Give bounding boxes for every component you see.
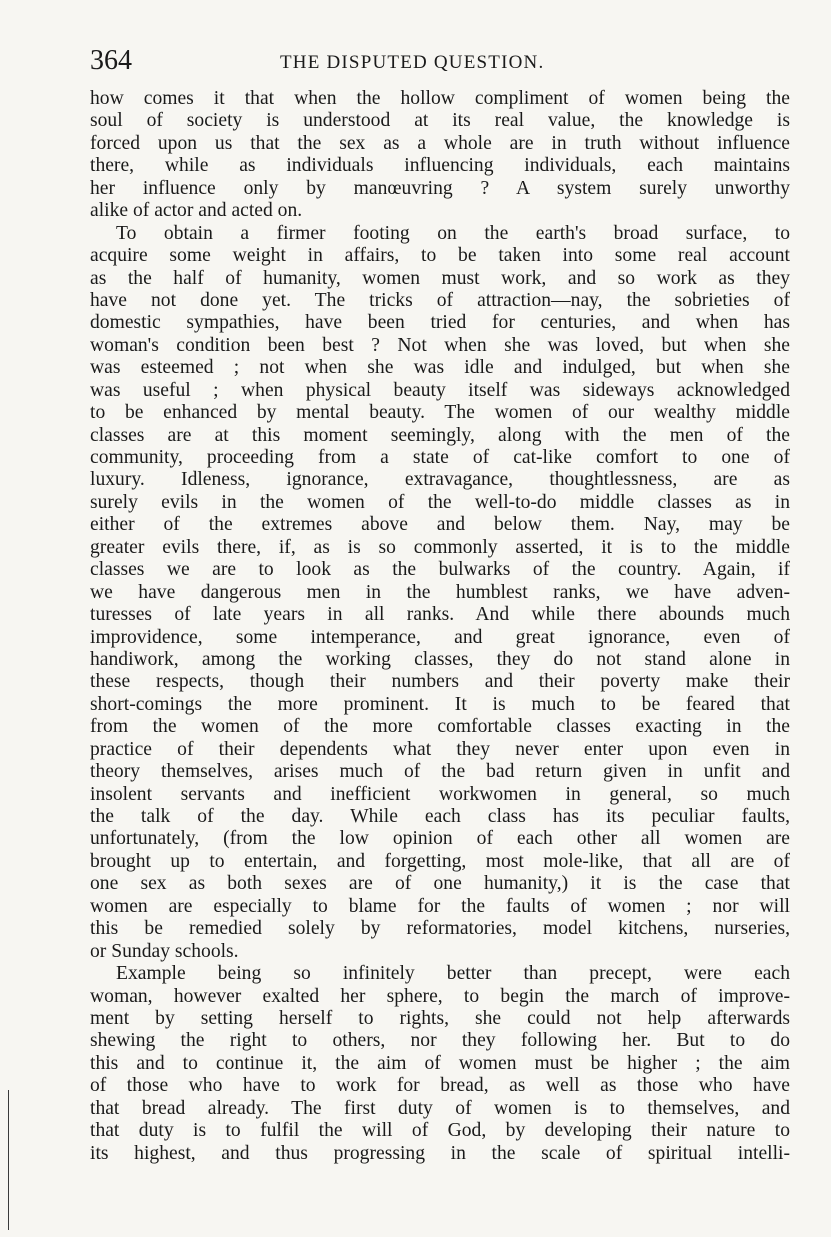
text-line: classes we are to look as the bulwarks of the country. Again, if	[90, 559, 790, 581]
text-line: how comes it that when the hollow compliment of women being the	[90, 88, 790, 109]
text-line: domestic sympathies, have been tried for centuries, and when has	[90, 312, 790, 334]
text-line: woman, however exalted her sphere, to begin the march of improve-	[90, 985, 790, 1007]
text-line: acquire some weight in affairs, to be taken into some real account	[90, 245, 790, 267]
text-line: was esteemed ; not when she was idle and indulged, but when she	[90, 357, 790, 379]
text-line: this and to continue it, the aim of women must be higher ; the aim	[90, 1052, 790, 1074]
text-line: Example being so infinitely better than precept, were each	[116, 963, 790, 985]
text-line: surely evils in the women of the well-to-do middle classes as in	[90, 491, 790, 513]
text-line: the talk of the day. While each class has its peculiar faults,	[90, 806, 790, 827]
text-line: turesses of late years in all ranks. And while there abounds much	[90, 604, 790, 626]
text-line: practice of their dependents what they never enter upon even in	[90, 738, 790, 760]
text-line: greater evils there, if, as is so commonly asserted, it is to the middle	[90, 536, 790, 558]
text-line: unfortunately, (from the low opinion of each other all women are	[90, 828, 790, 850]
text-line: to be enhanced by mental beauty. The women of our wealthy middle	[90, 402, 790, 424]
text-line: of those who have to work for bread, as well as those who have	[90, 1075, 790, 1097]
text-line: insolent servants and inefficient workwomen in general, so much	[90, 783, 790, 805]
text-line: brought up to entertain, and forgetting, most mole-like, that all are of	[90, 850, 790, 872]
text-line: theory themselves, arises much of the bad return given in unfit and	[90, 761, 790, 783]
text-line: that bread already. The first duty of women is to themselves, and	[90, 1097, 790, 1119]
text-line: its highest, and thus progressing in the scale of spiritual intelli-	[90, 1142, 790, 1164]
text-line: either of the extremes above and below them. Nay, may be	[90, 514, 790, 536]
text-line: forced upon us that the sex as a whole are in truth without influence	[90, 132, 790, 154]
text-line: classes are at this moment seemingly, along with the men of the	[90, 424, 790, 446]
text-line: short-comings the more prominent. It is much to be feared that	[90, 693, 790, 715]
text-line: there, while as individuals influencing individuals, each maintains	[90, 155, 790, 177]
text-line: have not done yet. The tricks of attraction—nay, the sobrieties of	[90, 289, 790, 311]
text-line: soul of society is understood at its real value, the knowledge is	[90, 110, 790, 132]
text-line: handiwork, among the working classes, they do not stand alone in	[90, 648, 790, 670]
text-line: one sex as both sexes are of one humanity,) it is the case that	[90, 873, 790, 895]
text-line: we have dangerous men in the humblest ranks, we have adven-	[90, 581, 790, 603]
text-line: women are especially to blame for the faults of women ; nor will	[90, 895, 790, 917]
page-number: 364	[90, 45, 132, 76]
text-line: this be remedied solely by reformatories, model kitchens, nurseries,	[90, 918, 790, 940]
text-line: alike of actor and acted on.	[90, 200, 303, 222]
margin-rule	[8, 1090, 9, 1230]
text-line: as the half of humanity, women must work, and so work as they	[90, 267, 790, 289]
text-line: her influence only by manœuvring ? A system surely unworthy	[90, 177, 790, 199]
text-line: was useful ; when physical beauty itself was sideways acknowledged	[90, 379, 790, 401]
running-title: THE DISPUTED QUESTION.	[280, 52, 545, 73]
text-line: shewing the right to others, nor they following her. But to do	[90, 1030, 790, 1052]
text-line: that duty is to fulfil the will of God, by developing their nature to	[90, 1120, 790, 1142]
text-line: community, proceeding from a state of cat-like comfort to one of	[90, 447, 790, 468]
page-header	[90, 46, 790, 76]
text-line: woman's condition been best ? Not when she was loved, but when she	[90, 334, 790, 356]
text-line: luxury. Idleness, ignorance, extravagance, thoughtlessness, are as	[90, 469, 790, 491]
body-text	[90, 88, 790, 1165]
text-line: or Sunday schools.	[90, 940, 239, 962]
text-line: these respects, though their numbers and their poverty make their	[90, 671, 790, 693]
text-line: improvidence, some intemperance, and great ignorance, even of	[90, 626, 790, 648]
text-line: ment by setting herself to rights, she could not help afterwards	[90, 1007, 790, 1029]
text-line: To obtain a firmer footing on the earth's broad surface, to	[116, 222, 790, 244]
text-line: from the women of the more comfortable classes exacting in the	[90, 716, 790, 738]
